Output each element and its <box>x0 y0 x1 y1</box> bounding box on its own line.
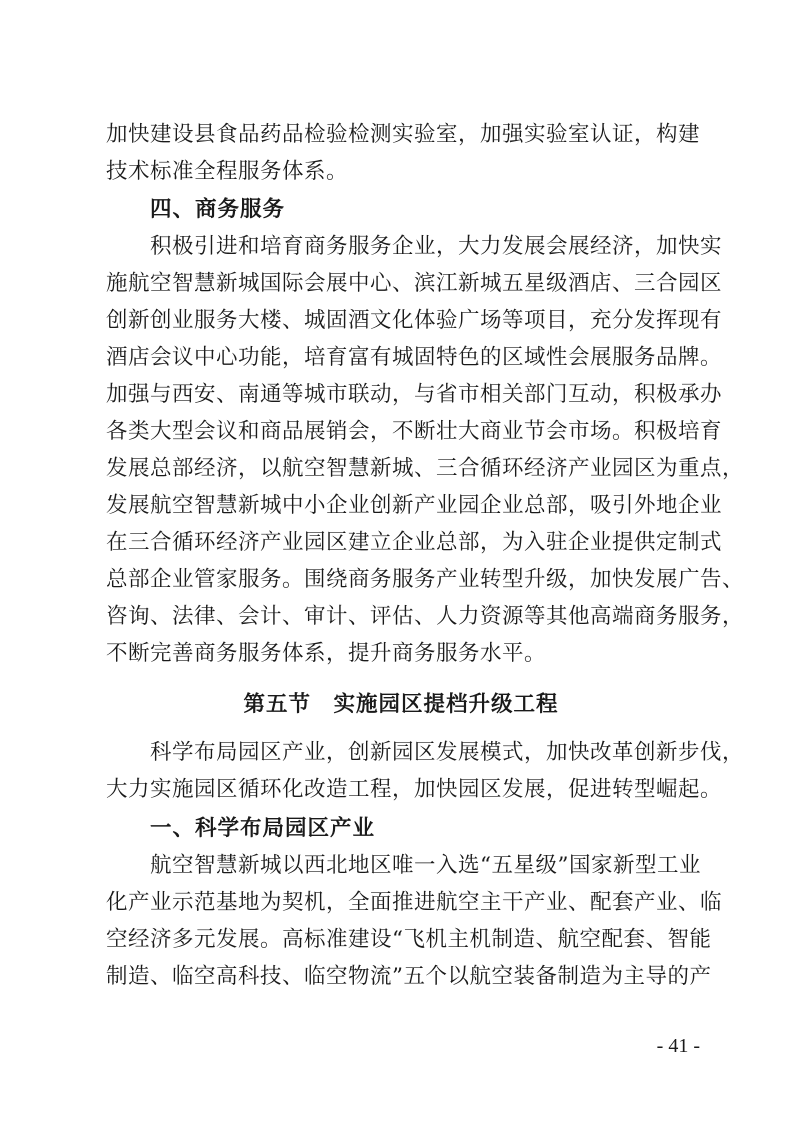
paragraph-line: 创新创业服务大楼、城固酒文化体验广场等项目，充分发挥现有 <box>106 308 723 333</box>
paragraph-line: 施航空智慧新城国际会展中心、滨江新城五星级酒店、三合园区 <box>106 271 723 296</box>
section-title: 第五节 实施园区提档升级工程 <box>243 692 559 717</box>
paragraph-line: 总部企业管家服务。围绕商务服务产业转型升级，加快发展广告、 <box>106 567 745 592</box>
page-number: - 41 - <box>656 1035 700 1057</box>
paragraph-line: 积极引进和培育商务服务企业，大力发展会展经济，加快实 <box>150 234 723 259</box>
paragraph-line: 各类大型会议和商品展销会，不断壮大商业节会市场。积极培育 <box>106 419 723 444</box>
paragraph-line: 科学布局园区产业，创新园区发展模式，加快改革创新步伐， <box>150 740 745 765</box>
paragraph-line: 加快建设县食品药品检验检测实验室，加强实验室认证，构建 <box>106 122 701 147</box>
subheading-park-layout: 一、科学布局园区产业 <box>150 816 376 841</box>
paragraph-line: 大力实施园区循环化改造工程，加快园区发展，促进转型崛起。 <box>106 777 723 802</box>
paragraph-line: 发展总部经济，以航空智慧新城、三合循环经济产业园区为重点， <box>106 456 745 481</box>
paragraph-line: 航空智慧新城以西北地区唯一入选“五星级”国家新型工业 <box>150 853 701 878</box>
paragraph-line: 化产业示范基地为契机，全面推进航空主干产业、配套产业、临 <box>106 890 723 915</box>
paragraph-line: 空经济多元发展。高标准建设“飞机主机制造、航空配套、智能 <box>106 927 712 952</box>
paragraph-line: 加强与西安、南通等城市联动，与省市相关部门互动，积极承办 <box>106 382 723 407</box>
paragraph-line: 不断完善商务服务体系，提升商务服务水平。 <box>106 641 547 666</box>
subheading-business-services: 四、商务服务 <box>150 197 286 222</box>
paragraph-line: 技术标准全程服务体系。 <box>106 159 349 184</box>
paragraph-line: 制造、临空高科技、临空物流”五个以航空装备制造为主导的产 <box>106 964 712 989</box>
paragraph-line: 在三合循环经济产业园区建立企业总部，为入驻企业提供定制式 <box>106 530 723 555</box>
paragraph-line: 发展航空智慧新城中小企业创新产业园企业总部，吸引外地企业 <box>106 493 723 518</box>
paragraph-line: 咨询、法律、会计、审计、评估、人力资源等其他高端商务服务， <box>106 604 745 629</box>
paragraph-line: 酒店会议中心功能，培育富有城固特色的区域性会展服务品牌。 <box>106 345 723 370</box>
